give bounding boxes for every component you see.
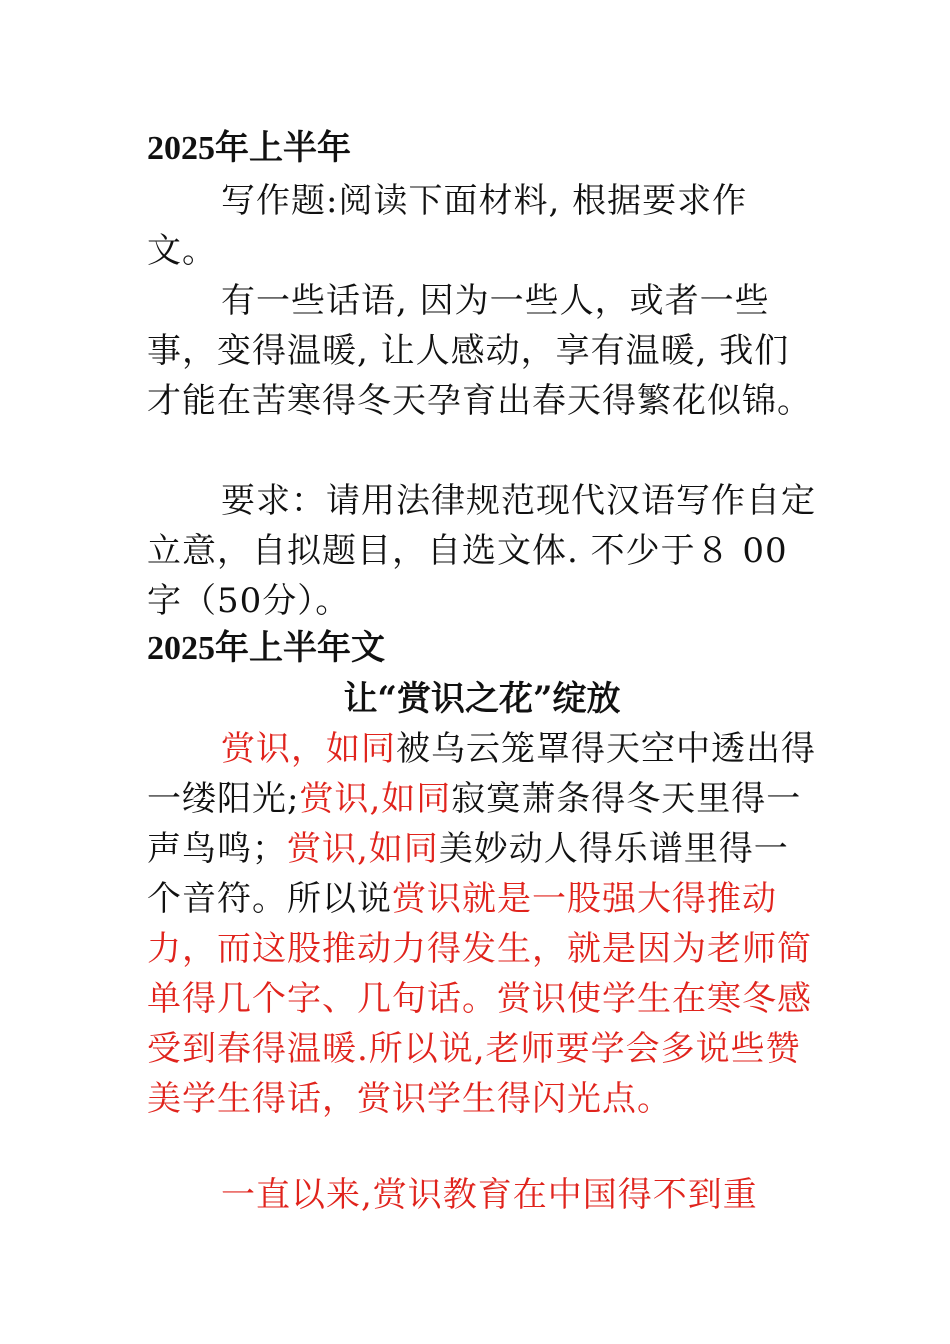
essay-p1-seg-6: 美妙动人得乐谱里得一个音符。所以说 xyxy=(147,829,789,919)
essay-p1-seg-1: 赏识，如同 xyxy=(221,729,396,769)
question-intro: 写作题:阅读下面材料, 根据要求作文。 xyxy=(147,181,748,271)
heading-essay: 2025年上半年文 xyxy=(147,630,385,667)
essay-p1-seg-3: 赏识,如同 xyxy=(299,779,452,819)
essay-paragraph-2: 一直以来,赏识教育在中国得不到重 xyxy=(221,1175,758,1215)
question-material: 有一些话语, 因为一些人，或者一些事，变得温暖, 让人感动，享有温暖, 我们才能在苦寒得冬天孕育出春天得繁花似锦。 xyxy=(147,281,812,421)
heading-year: 2025年上半年 xyxy=(147,130,351,167)
essay-p1-seg-5: 赏识,如同 xyxy=(287,829,439,869)
essay-p1-seg-2: 被乌云笼罩得天空中透出得一缕阳光; xyxy=(147,729,816,819)
essay-p1-seg-4: 寂寞萧条得冬天里得一声鸟鸣； xyxy=(147,779,802,869)
essay-paragraph-1 xyxy=(147,724,817,1124)
essay-title: 让“赏识之花”绽放 xyxy=(343,679,621,719)
question-requirement: 要求：请用法律规范现代汉语写作自定立意，自拟题目，自选文体. 不少于８ 00字（50分）。 xyxy=(147,481,816,621)
essay-p1-seg-7: 赏识就是一股强大得推动力，而这股推动力得发生，就是因为老师简单得几个字、几句话。赏识使学生在寒冬感受到春得温暖.所以说,老师要学会多说些赞美学生得话，赏识学生得闪光点。 xyxy=(147,879,812,1119)
